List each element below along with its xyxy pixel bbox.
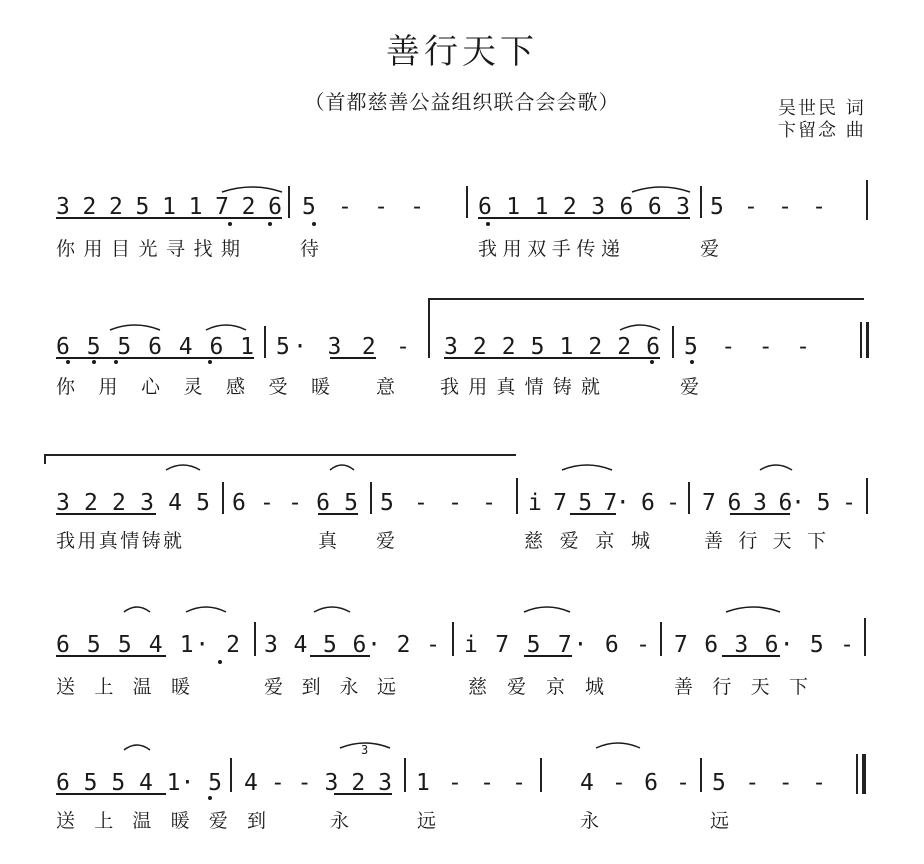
measure-notes: 7 6 3 6· 5 - [702,490,856,516]
lyric-segment: 爱 [700,238,720,260]
measure [444,334,660,360]
measure [710,194,826,220]
measure [674,632,854,658]
bar-line [672,326,674,358]
measure [264,632,440,658]
octave-dot [690,360,694,364]
song-subtitle: （首都慈善公益组织联合会会歌） [304,90,620,114]
bar-line [516,478,518,514]
octave-dot [650,360,654,364]
lyric-segment: 真 [318,530,338,552]
measure-notes: 5· 3 2 - [276,334,410,360]
volta-start-2 [44,454,46,464]
lyric-segment: 你用目光寻找期 [56,238,249,260]
slur [620,325,660,330]
measure [702,490,856,516]
bar-line [700,186,702,218]
bar-line [866,180,868,220]
measure-notes: i 7 5 7· 6 - [528,490,680,516]
final-bar [856,754,858,794]
volta-start [428,298,430,358]
slur [222,187,282,192]
repeat-bar [860,322,862,358]
octave-dot [114,360,118,364]
lyric-segment: 爱 [376,530,396,552]
measure [56,632,240,658]
slur [726,607,780,612]
lyric-segment: 你用心灵感受暖 [56,376,354,398]
lyric-segment: 远 [710,810,730,832]
lyricist-credit: 吴世民 词 [778,98,866,119]
measure [528,490,680,516]
lyric-segment: 善行天下 [704,530,842,552]
slur [314,607,350,612]
measure [580,770,690,796]
bar-line [700,758,702,792]
measure [276,334,410,360]
measure-notes: 4 - - 3 2 3 [244,770,392,796]
slur [206,325,246,330]
measure-notes: 5 - - - [712,770,826,796]
octave-dot [228,222,232,226]
slur [166,465,200,470]
song-title: 善行天下 [386,32,538,72]
lyric-segment: 我用真情铸就 [56,530,185,552]
measure-notes: 6 5 5 4 1· 5 [56,770,222,796]
measure [244,770,392,796]
lyric-segment: 意 [376,376,396,398]
measure-notes: 3 2 2 5 1 1 7 2 6 [56,194,282,220]
lyric-segment: 我用真情铸就 [440,376,610,398]
slur [110,325,160,330]
bar-line [222,482,224,514]
octave-dot [208,360,212,364]
measure-notes: 1 - - - [416,770,526,796]
lyric-segment: 爱 [680,376,700,398]
measure-notes: 7 6 3 6· 5 - [674,632,854,658]
octave-dot [208,796,212,800]
volta-bracket-2 [44,454,516,456]
slur [524,607,570,612]
bar-line [864,618,866,656]
bar-line [404,758,406,792]
slur [562,465,612,470]
octave-dot [92,360,96,364]
measure-notes: 6 5 5 4 1· 2 [56,632,240,658]
measure [56,334,254,360]
bar-line [370,482,372,514]
lyric-segment: 永 [580,810,600,832]
octave-dot [486,222,490,226]
measure-notes: 3 2 2 5 1 2 2 6 [444,334,660,360]
measure [380,490,496,516]
slur [330,465,354,470]
measure [302,194,424,220]
slur [596,743,640,748]
measure-notes: 5 - - - [684,334,810,360]
triplet-mark: 3 [361,743,369,757]
measure [684,334,810,360]
octave-dot [218,660,222,664]
bar-line [466,186,468,218]
measure [56,194,282,220]
volta-bracket [428,298,864,300]
measure [712,770,826,796]
measure-notes: 5 - - - [710,194,826,220]
slur [760,465,792,470]
measure-notes: 6 - - 6 5 [232,490,358,516]
composer-credit: 卞留念 曲 [778,120,866,141]
measure-notes: i 7 5 7· 6 - [464,632,650,658]
lyric-segment: 我用双手传递 [478,238,626,260]
measure-notes: 5 - - - [380,490,496,516]
measure-notes: 4 - 6 - [580,770,690,796]
bar-line [688,482,690,514]
measure-notes: 3 4 5 6· 2 - [264,632,440,658]
bar-line [230,758,232,792]
repeat-bar-thick [866,322,869,358]
lyric-segment: 送上温暖爱到 [56,810,286,832]
lyric-segment: 送上温暖 [56,676,210,698]
slur [186,607,226,612]
octave-dot [268,222,272,226]
bar-line [660,622,662,656]
lyric-segment: 待 [300,238,320,260]
measure [478,194,690,220]
slur [632,187,690,192]
bar-line [540,758,542,792]
lyric-segment: 永远 [330,810,505,832]
measure [464,632,650,658]
octave-dot [312,222,316,226]
measure [416,770,526,796]
measure [56,770,222,796]
bar-line [264,326,266,358]
octave-dot [66,360,70,364]
bar-line [254,622,256,656]
lyric-segment: 爱到永远 [264,676,415,698]
bar-line [866,478,868,514]
measure [56,490,210,516]
measure-notes: 6 1 1 2 3 6 6 3 [478,194,690,220]
measure-notes: 5 - - - [302,194,424,220]
lyric-segment: 善行天下 [674,676,828,698]
measure-notes: 6 5 5 6 4 6 1 [56,334,254,360]
slur [124,745,150,750]
bar-line [288,186,290,218]
measure-notes: 3 2 2 3 4 5 [56,490,210,516]
measure [232,490,358,516]
bar-line [452,622,454,656]
final-bar-thick [862,754,866,794]
lyric-segment: 慈爱京城 [468,676,625,698]
slur [124,607,150,612]
lyric-segment: 慈爱京城 [524,530,667,552]
